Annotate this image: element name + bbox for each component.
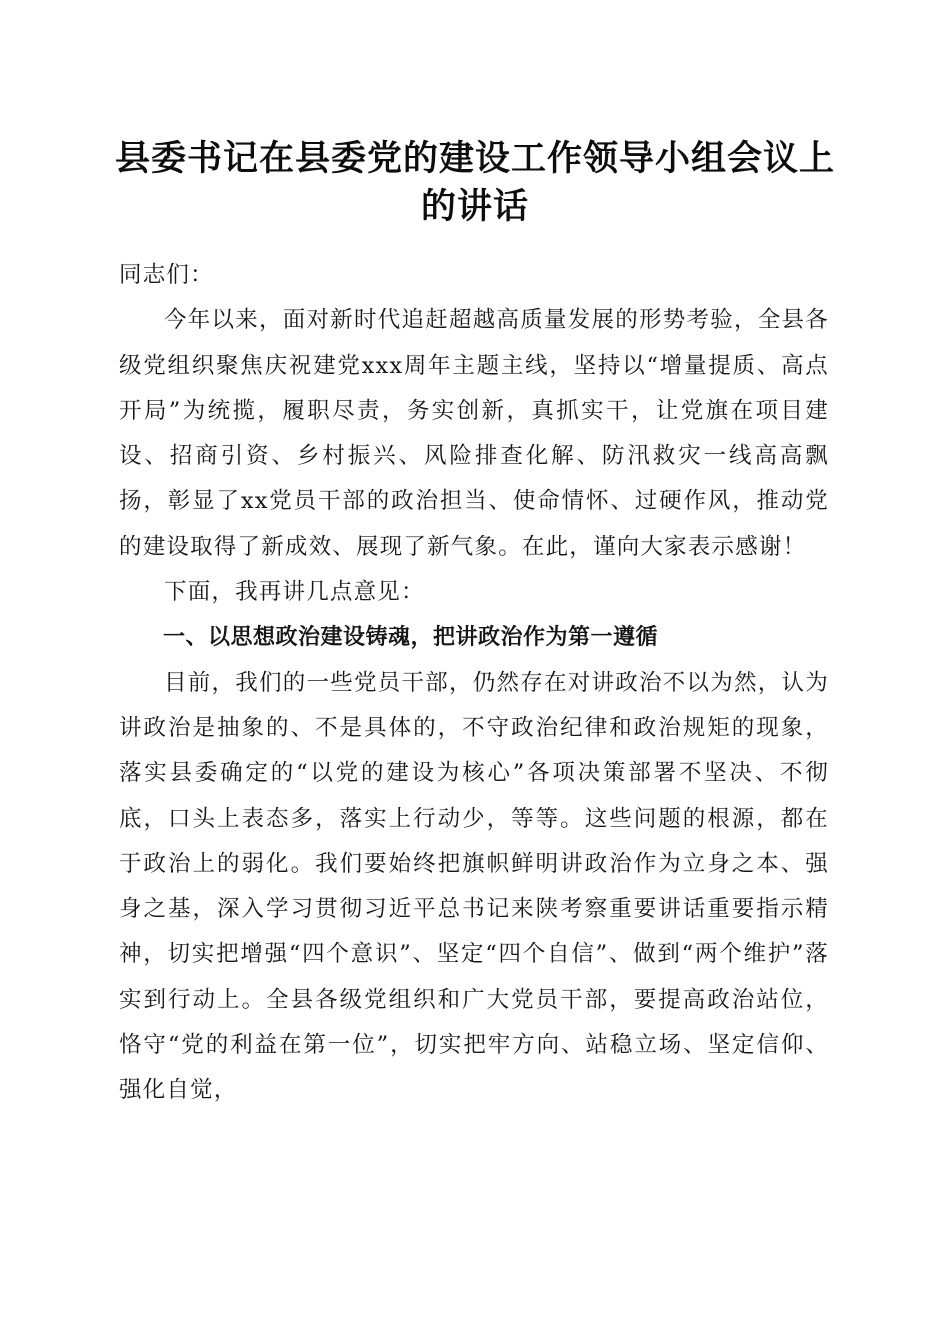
section-1-paragraph: 目前，我们的一些党员干部，仍然存在对讲政治不以为然，认为讲政治是抽象的、不是具体的，不守政治纪律和政治规矩的现象，落实县委确定的“以党的建设为核心”各项决策部署不坚决、不彻底，口头上表态多，落实上行动少，等等。这些问题的根源，都在于政治上的弱化。我们要始终把旗帜鲜明讲政治作为立身之本、强身之基，深入学习贯彻习近平总书记来陕考察重要讲话重要指示精神，切实把增强“四个意识”、坚定“四个自信”、做到“两个维护”落实到行动上。全县各级党组织和广大党员干部，要提高政治站位，恪守“党的利益在第一位”，切实把牢方向、站稳立场、坚定信仰、强化自觉， bbox=[119, 669, 829, 1104]
salutation: 同志们： bbox=[119, 262, 214, 288]
opening-paragraph: 今年以来，面对新时代追赶超越高质量发展的形势考验，全县各级党组织聚焦庆祝建党xxx周年主题主线，坚持以“增量提质、高点开局”为统揽，履职尽责，务实创新，真抓实干，让党旗在项目建设、招商引资、乡村振兴、风险排查化解、防汛救灾一线高高飘扬，彰显了xx党员干部的政治担当、使命情怀、过硬作风，推动党的建设取得了新成效、展现了新气象。在此，谨向大家表示感谢！ bbox=[119, 307, 829, 560]
document-body bbox=[119, 253, 829, 1114]
transition-paragraph: 下面，我再讲几点意见： bbox=[164, 579, 425, 606]
document-title: 县委书记在县委党的建设工作领导小组会议上的讲话 bbox=[114, 138, 835, 227]
section-heading-1: 一、以思想政治建设铸魂，把讲政治作为第一遵循 bbox=[163, 625, 659, 651]
